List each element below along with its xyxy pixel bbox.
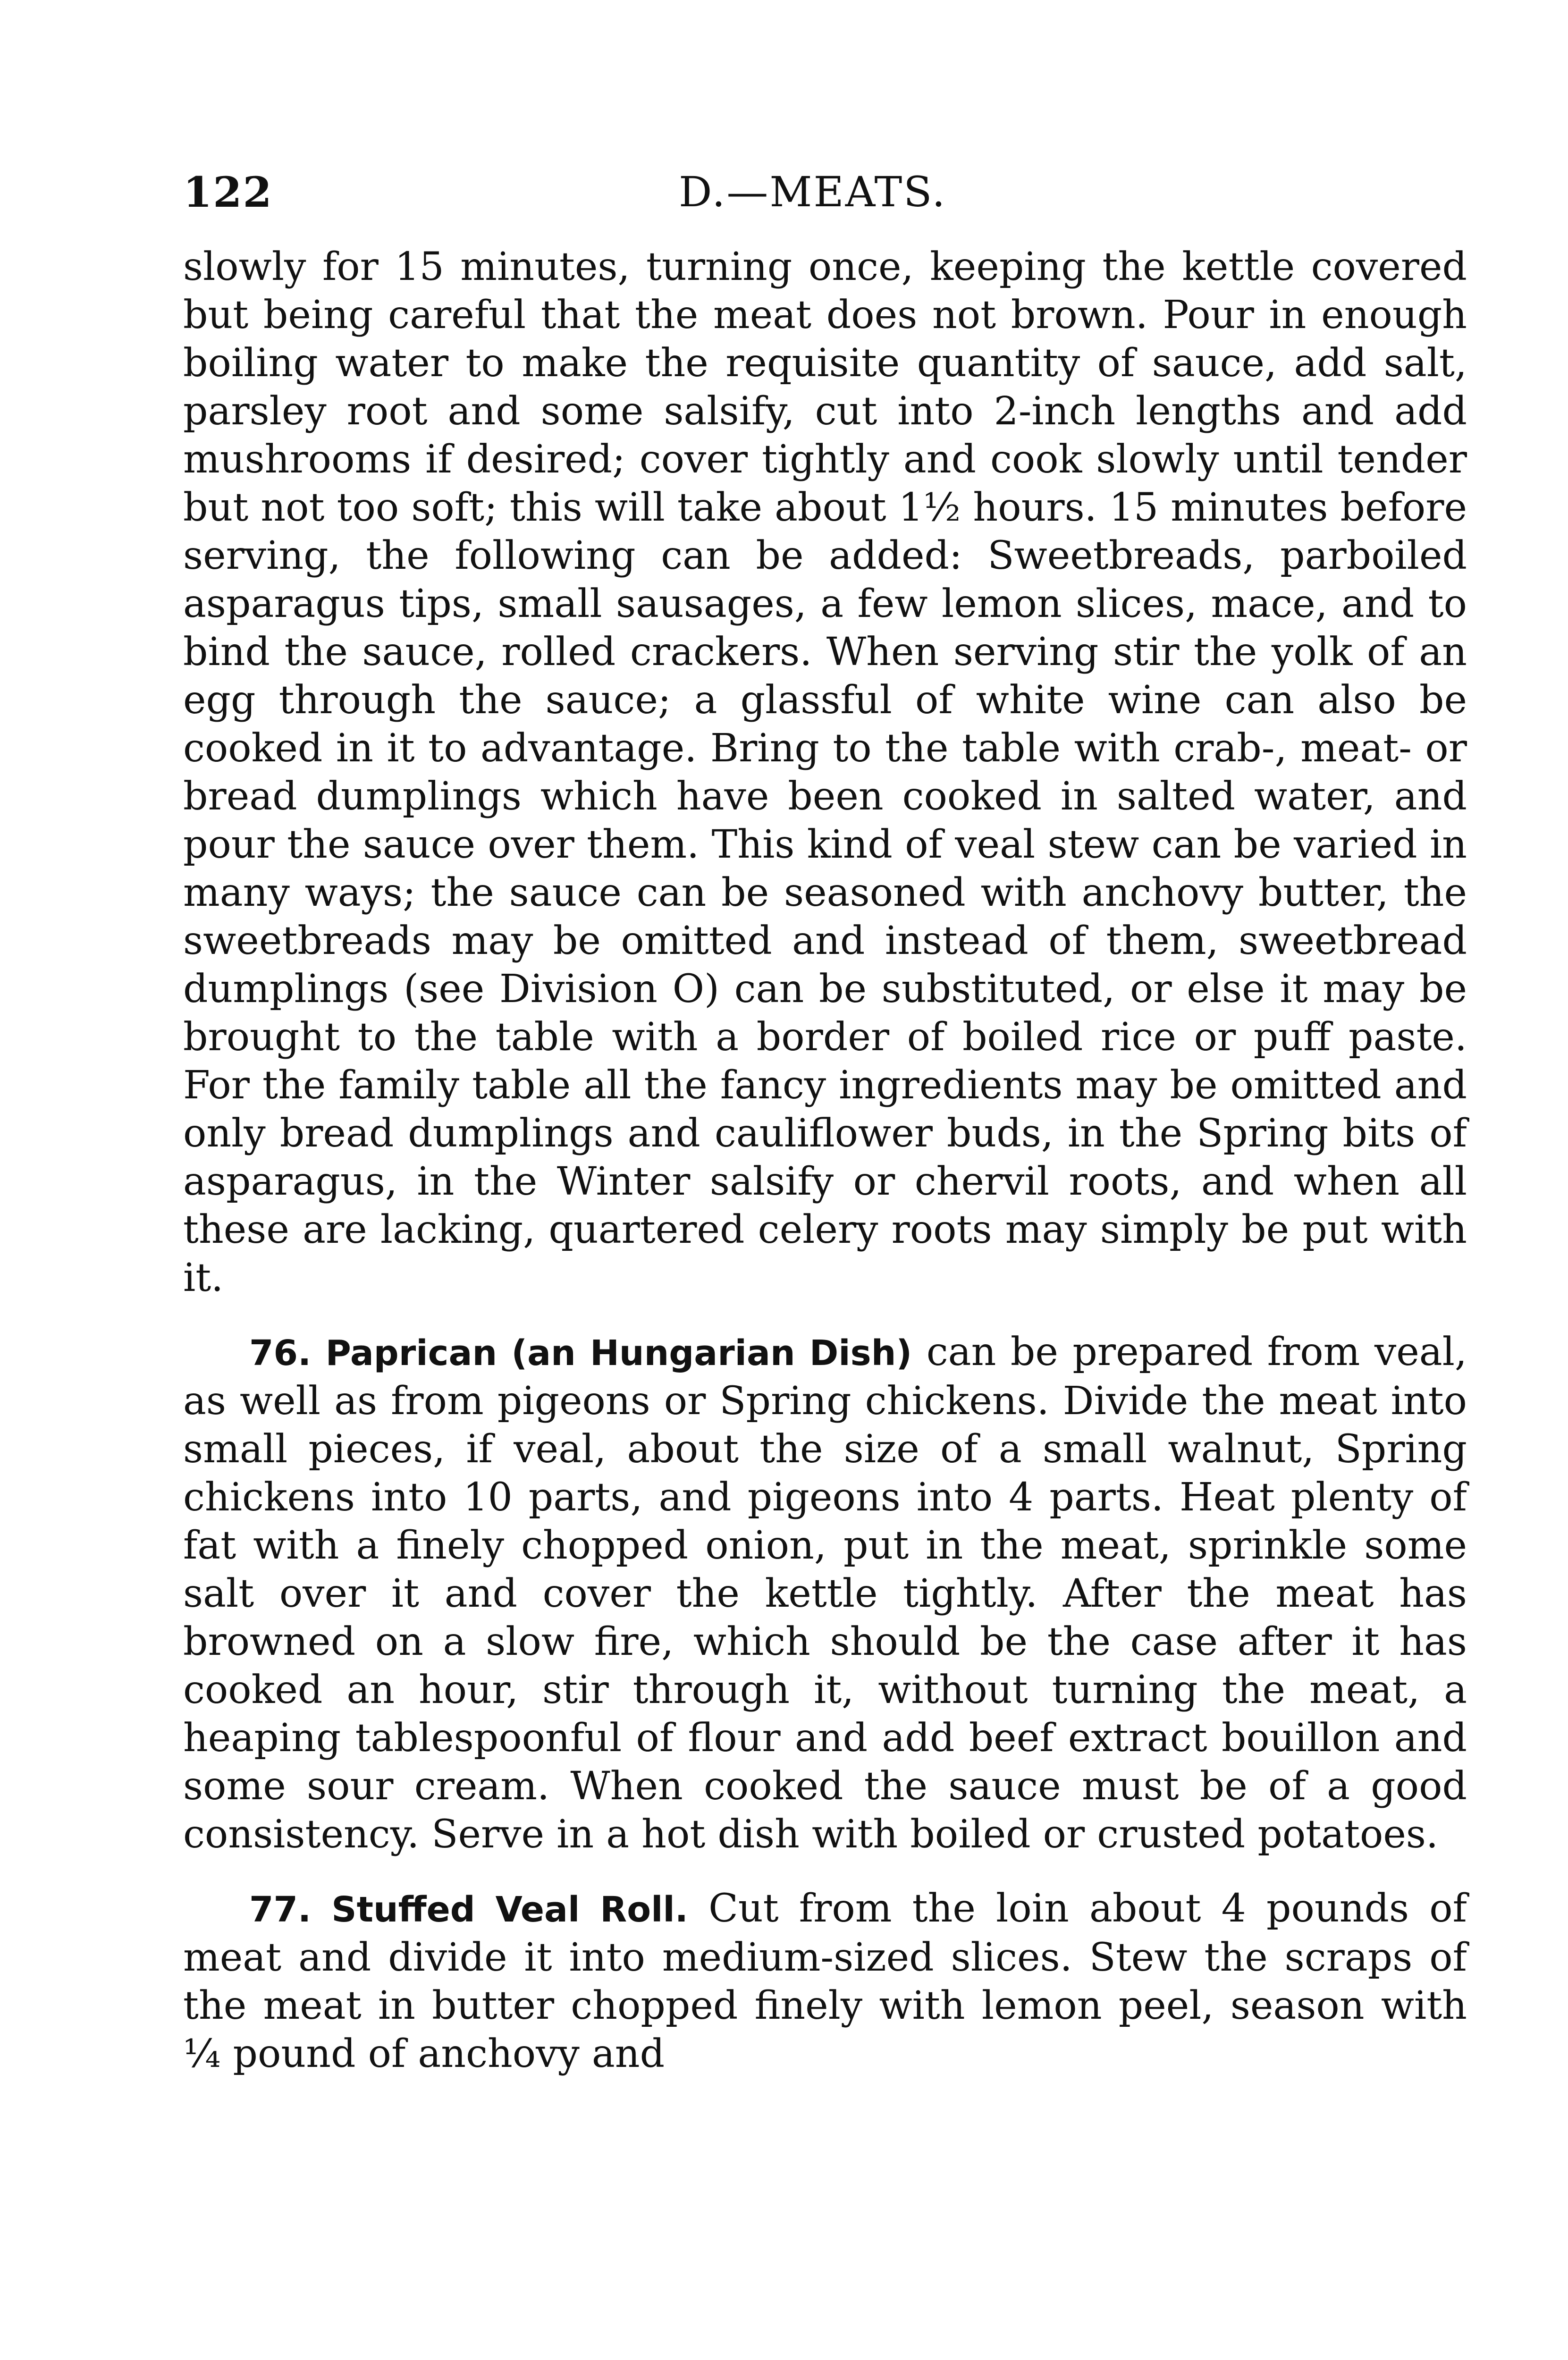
running-head <box>183 168 1467 243</box>
recipe-paragraph <box>183 1328 1467 1859</box>
recipe-number: 77. <box>249 1889 312 1930</box>
recipe-text: can be prepared from veal, as well as from pigeons or Spring chickens. Divide the meat into small pieces, if veal, about the size of a small walnut, Spring chickens into 10 parts, and pigeons into 4 parts. Heat plenty of fat with a finely chopped onion, put in the meat, sprinkle some salt over it and cover the kettle tightly. After the meat has browned on a slow fire, which should be the case after it has cooked an hour, stir through it, without turning the meat, a heaping tablespoonful of flour and add beef extract bouillon and some sour cream. When cooked the sauce must be of a good consistency. Serve in a hot dish with boiled or crusted potatoes. <box>183 1330 1467 1857</box>
recipe-77 <box>183 1885 1467 2078</box>
recipe-76 <box>183 1328 1467 1859</box>
page-number: 122 <box>183 168 273 217</box>
book-page <box>183 168 1467 2078</box>
recipe-paragraph <box>183 1885 1467 2078</box>
recipe-text: Cut from the loin about 4 pounds of meat and divide it into medium-sized slices. Stew the scraps of the meat in butter chopped finely with lemon peel, season with ¼ pound of anchovy and <box>183 1886 1467 2076</box>
continuation-paragraph: slowly for 15 minutes, turning once, keeping the kettle covered but being careful that the meat does not brown. Pour in enough boiling water to make the requisite quantity of sauce, add salt, parsley root and some salsify, cut into 2-inch lengths and add mushrooms if desired; cover tightly and cook slowly until tender but not too soft; this will take about 1½ hours. 15 minutes before serving, the following can be added: Sweetbreads, parboiled asparagus tips, small sausages, a few lemon slices, mace, and to bind the sauce, rolled crackers. When serving stir the yolk of an egg through the sauce; a glassful of white wine can also be cooked in it to advantage. Bring to the table with crab-, meat- or bread dumplings which have been cooked in salted water, and pour the sauce over them. This kind of veal stew can be varied in many ways; the sauce can be seasoned with anchovy butter, the sweetbreads may be omitted and instead of them, sweetbread dumplings (see Division O) can be substituted, or else it may be brought to the table with a border of boiled rice or puff paste. For the family table all the fancy ingredients may be omitted and only bread dumplings and cauliflower buds, in the Spring bits of asparagus, in the Winter salsify or chervil roots, and when all these are lacking, quartered celery roots may simply be put with it. <box>183 244 1467 1300</box>
section-title: D.—MEATS. <box>679 168 947 216</box>
recipe-title: Stuffed Veal Roll. <box>331 1889 688 1930</box>
recipe-title: Paprican (an Hungarian Dish) <box>325 1333 912 1374</box>
recipe-number: 76. <box>249 1333 312 1374</box>
